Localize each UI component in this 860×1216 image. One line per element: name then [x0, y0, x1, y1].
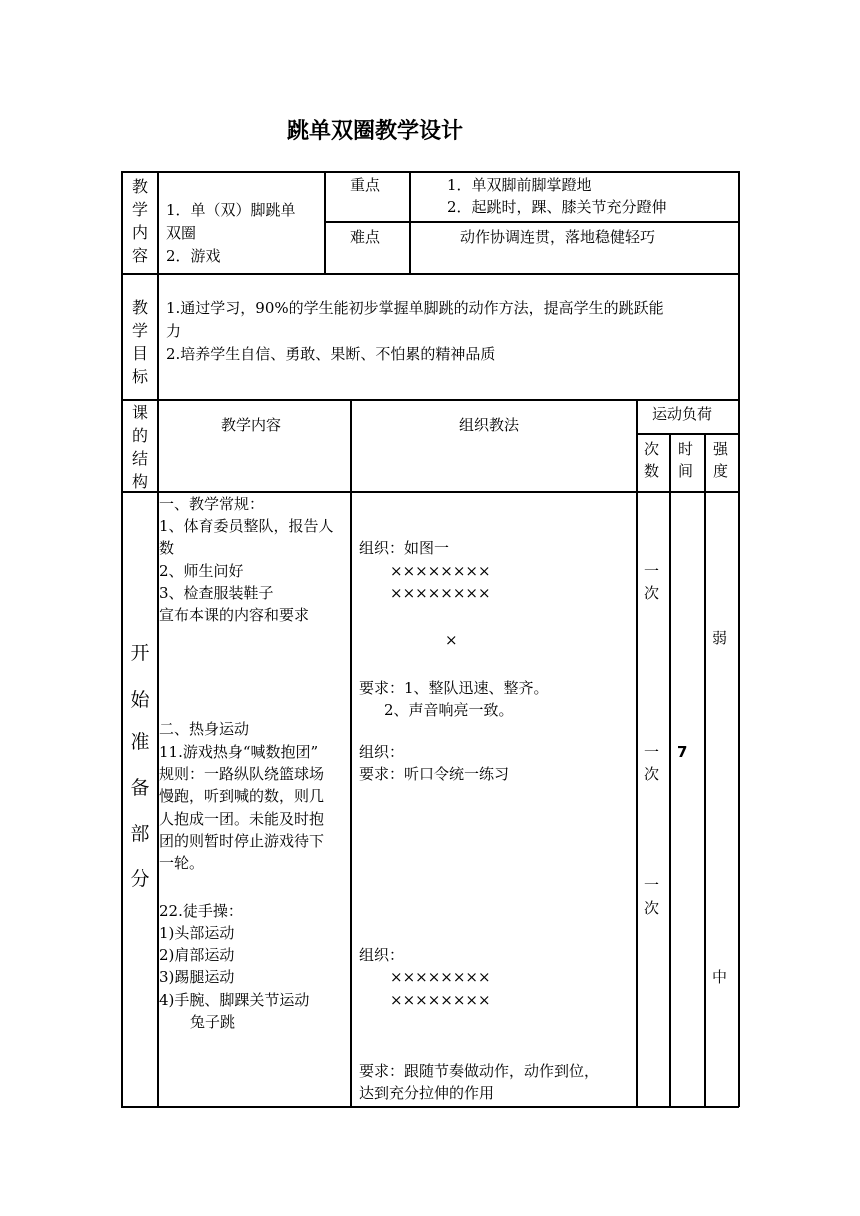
- header-load: 运动负荷: [652, 405, 713, 423]
- focus-item: 1．单双脚前脚掌蹬地: [447, 176, 592, 194]
- header-method: 组织教法: [459, 416, 520, 434]
- focus-item: 2．起跳时，踝、膝关节充分蹬伸: [447, 198, 667, 216]
- difficulty-label: 难点: [350, 228, 381, 246]
- page-title: 跳单双圈教学设计: [286, 119, 463, 144]
- focus-label: 重点: [350, 176, 381, 194]
- header-content: 教学内容: [221, 416, 282, 434]
- difficulty-text: 动作协调连贯，落地稳健轻巧: [460, 228, 656, 246]
- part-time: 7: [677, 743, 688, 761]
